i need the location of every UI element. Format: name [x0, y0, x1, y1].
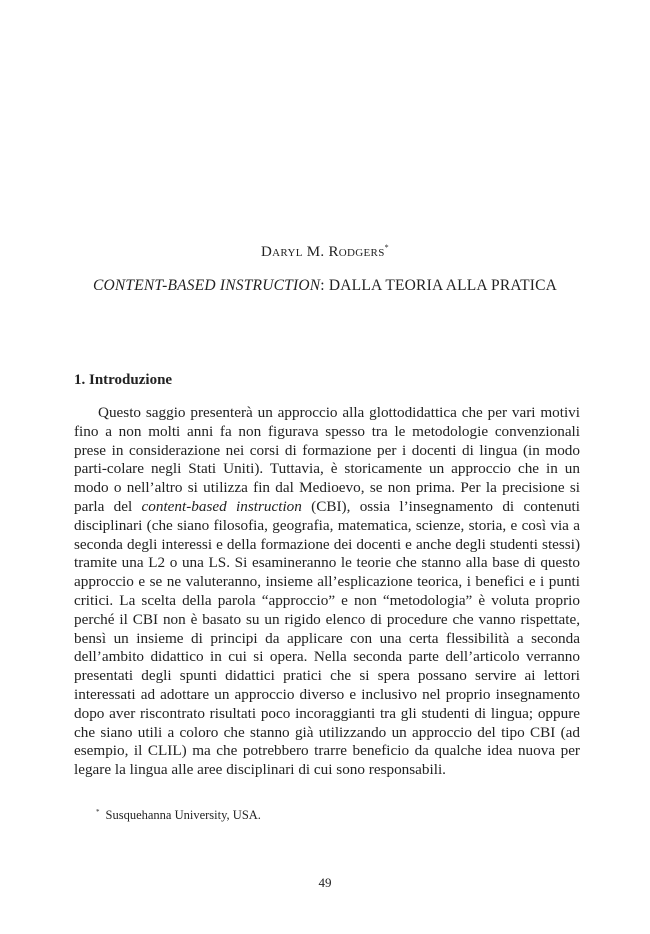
footnote — [96, 808, 261, 823]
author-name-text: Daryl M. Rodgers — [261, 244, 385, 260]
article-title — [60, 277, 590, 295]
body-text-part2: (CBI), ossia l’insegnamento di contenuti disciplinari (che siano filosofia, geografia, matematica, scienze, storia, e così via a seconda degli interessi e della formazione dei docenti e anche degli studenti stessi) tramite una L2 o una LS. Si esamineranno le teorie che stanno alla base di questo approccio e se ne valuteranno, insieme all’esplicazione teorica, i benefici e i punti critici. La scelta della parola “approccio” e non “metodologia” è voluta proprio perché il CBI non è basato su un rigido elenco di procedure che vanno rispettate, bensì un insieme di principi da applicare con una certa flessibilità a seconda dell’ambito didattico in cui si opera. Nella seconda parte dell’articolo verranno presentati degli spunti didattici pratici che si spera possano servire ai lettori interessati ad adottare un approccio diverso e inclusivo nel proprio insegnamento dopo aver riscontrato risultati poco incoraggianti tra gli studenti di lingua; oppure che siano utili a coloro che stanno già utilizzando un approccio del tipo CBI (ad esempio, il CLIL) ma che potrebbero trarre beneficio da qualche idea nuova per legare la lingua alle aree disciplinari di cui sono responsabili. — [74, 497, 580, 779]
article-title-rest: : DALLA TEORIA ALLA PRATICA — [320, 277, 558, 294]
page-number: 49 — [318, 875, 332, 890]
article-title-italic: CONTENT-BASED INSTRUCTION — [92, 277, 321, 294]
author-name — [0, 243, 650, 261]
author-footnote-mark: * — [384, 243, 389, 252]
body-italic-term: content-based instruction — [141, 497, 302, 515]
footnote-mark: * — [96, 808, 100, 816]
footnote-text: Susquehanna University, USA. — [105, 808, 261, 823]
body-paragraph — [74, 404, 580, 780]
section-heading: 1. Introduzione — [74, 372, 173, 388]
body-text-part1: Questo saggio presenterà un approccio alla glottodidattica che per vari motivi fino a non molti anni fa non figurava spesso tra le metodologie convenzionali prese in considerazione nei corsi di formazione per i docenti di lingua (in modo parti-colare negli Stati Uniti). Tuttavia, è storicamente un approccio che in un modo o nell’altro si utilizza fin dal Medioevo, se non prima. Per la precisione si parla del — [74, 404, 580, 515]
